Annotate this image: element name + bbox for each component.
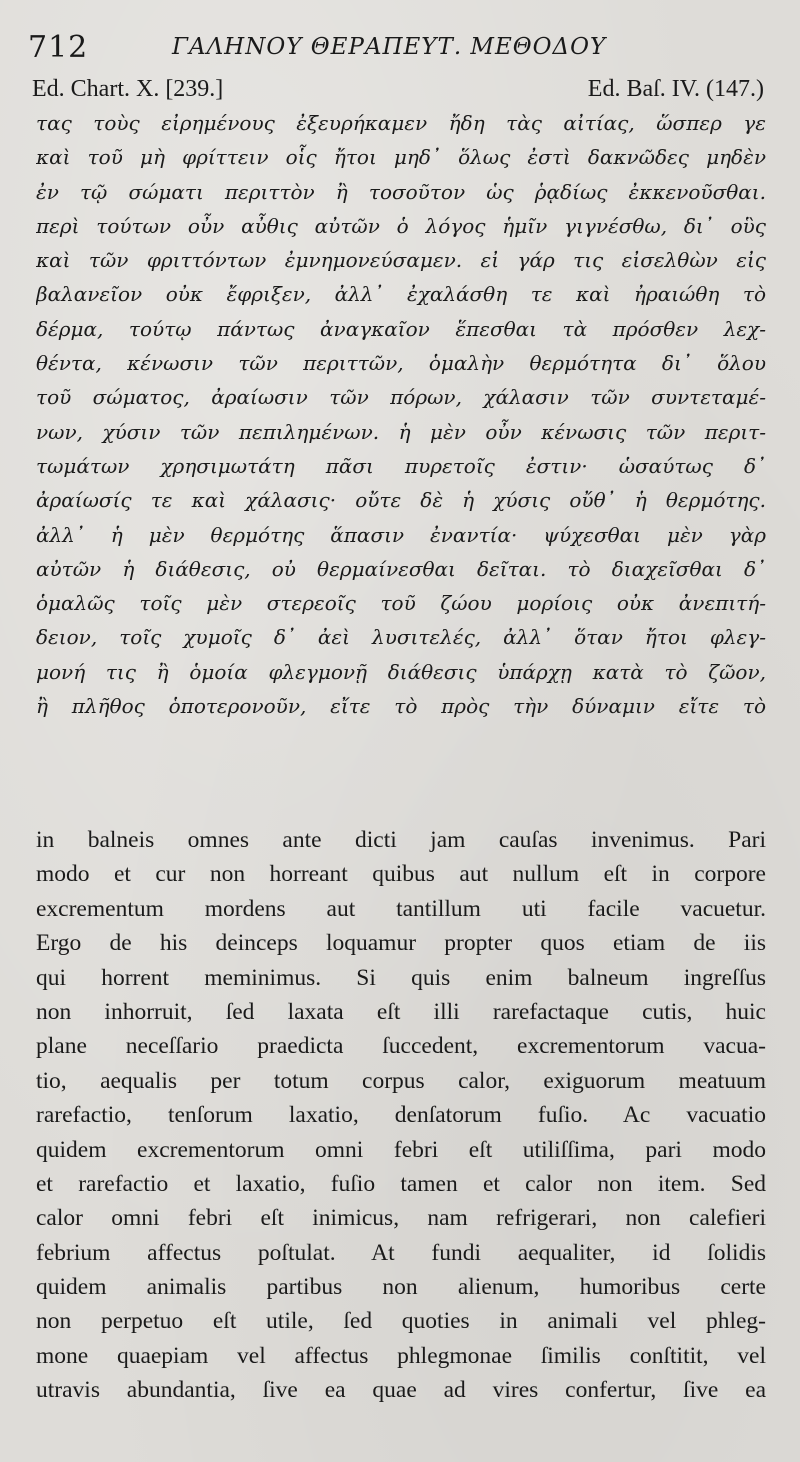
latin-text-line: febrium affectus poſtulat. At fundi aequaliter, id ſolidis xyxy=(36,1239,766,1266)
greek-text-line: μονή τις ἢ ὁμοία φλεγμονῇ διάθεσις ὑπάρχῃ κατὰ τὸ ζῶον, xyxy=(36,659,766,684)
running-title: ΓΑΛΗΝΟΥ ΘΕΡΑΠΕΥΤ. ΜΕΘΟΔΟΥ xyxy=(172,34,607,60)
greek-text-line: ὁμαλῶς τοῖς μὲν στερεοῖς τοῦ ζώου μορίοις οὐκ ἀνεπιτή- xyxy=(36,591,766,616)
greek-text-line: τας τοὺς εἰρημένους ἐξευρήκαμεν ἤδη τὰς αἰτίας, ὥσπερ γε xyxy=(36,111,766,135)
latin-text-line: quidem excrementorum omni febri eſt utiliſſima, pari modo xyxy=(36,1136,766,1163)
greek-text-block xyxy=(36,106,766,723)
latin-text-line: utravis abundantia, ſive ea quae ad vires confertur, ſive ea xyxy=(36,1377,766,1404)
greek-text-line: ἀραίωσίς τε καὶ χάλασις· οὔτε δὲ ἡ χύσις οὔθ᾽ ἡ θερμότης. xyxy=(36,488,766,513)
latin-text-line: non inhorruit, ſed laxata eſt illi rarefactaque cutis, huic xyxy=(36,998,766,1025)
page-number: 712 xyxy=(28,30,89,65)
greek-text-line: περὶ τούτων οὖν αὖθις αὐτῶν ὁ λόγος ἡμῖν γιγνέσθω, δι᾽ οὓς xyxy=(36,213,766,238)
greek-text-line: ἐν τῷ σώματι περιττὸν ἢ τοσοῦτον ὡς ῥᾳδίως ἐκκενοῦσθαι. xyxy=(36,179,766,204)
edition-references xyxy=(32,76,764,106)
greek-text-line: βαλανεῖον οὐκ ἔφριξεν, ἀλλ᾽ ἐχαλάσθη τε καὶ ἠραιώθη τὸ xyxy=(36,282,766,307)
latin-text-line: et rarefactio et laxatio, fuſio tamen et calor non item. Sed xyxy=(36,1170,766,1197)
latin-text-line: calor omni febri eſt inimicus, nam refrigerari, non calefieri xyxy=(36,1205,766,1232)
latin-text-line: tio, aequalis per totum corpus calor, exiguorum meatuum xyxy=(36,1067,766,1094)
greek-text-line: ἀλλ᾽ ἡ μὲν θερμότης ἅπασιν ἐναντία· ψύχεσθαι μὲν γὰρ xyxy=(36,522,766,547)
greek-text-line: τωμάτων χρησιμωτάτη πᾶσι πυρετοῖς ἐστιν· ὡσαύτως δ᾽ xyxy=(36,453,766,478)
latin-text-line: non perpetuo eſt utile, ſed quoties in animali vel phleg- xyxy=(36,1308,766,1335)
latin-text-line: excrementum mordens aut tantillum uti facile vacuetur. xyxy=(36,895,766,922)
greek-text-line: τοῦ σώματος, ἀραίωσιν τῶν πόρων, χάλασιν τῶν συντεταμέ- xyxy=(36,385,766,410)
greek-text-line: δειον, τοῖς χυμοῖς δ᾽ ἀεὶ λυσιτελές, ἀλλ᾽ ὅταν ἤτοι φλεγ- xyxy=(36,625,766,650)
greek-text-line: καὶ τῶν φριττόντων ἐμνημονεύσαμεν. εἰ γάρ τις εἰσελθὼν εἰς xyxy=(36,248,766,273)
page-header xyxy=(28,28,764,70)
latin-text-line: mone quaepiam vel affectus phlegmonae ſimilis conſtitit, vel xyxy=(36,1342,766,1369)
greek-text-line: ἢ πλῆθος ὁποτερονοῦν, εἴτε τὸ πρὸς τὴν δύναμιν εἴτε τὸ xyxy=(36,694,766,719)
latin-text-line: in balneis omnes ante dicti jam cauſas invenimus. Pari xyxy=(36,827,766,853)
greek-text-line: δέρμα, τούτῳ πάντως ἀναγκαῖον ἕπεσθαι τὰ πρόσθεν λεχ- xyxy=(36,316,766,341)
latin-text-line: modo et cur non horreant quibus aut nullum eſt in corpore xyxy=(36,861,766,888)
show-through-shadow xyxy=(110,786,750,808)
latin-text-line: quidem animalis partibus non alienum, humoribus certe xyxy=(36,1274,766,1301)
latin-text-line: plane neceſſario praedicta ſuccedent, excrementorum vacua- xyxy=(36,1033,766,1060)
greek-text-line: νων, χύσιν τῶν πεπιλημένων. ἡ μὲν οὖν κένωσις τῶν περιτ- xyxy=(36,419,766,444)
greek-text-line: θέντα, κένωσιν τῶν περιττῶν, ὁμαλὴν θερμότητα δι᾽ ὅλου xyxy=(36,351,766,376)
latin-text-block xyxy=(36,823,766,1408)
latin-text-line: Ergo de his deinceps loquamur propter quos etiam de iis xyxy=(36,930,766,957)
edition-basel-reference: Ed. Baſ. IV. (147.) xyxy=(587,76,764,102)
latin-text-line: rarefactio, tenſorum laxatio, denſatorum fuſio. Ac vacuatio xyxy=(36,1102,766,1129)
greek-text-line: αὐτῶν ἡ διάθεσις, οὐ θερμαίνεσθαι δεῖται. τὸ διαχεῖσθαι δ᾽ xyxy=(36,556,766,581)
greek-text-line: καὶ τοῦ μὴ φρίττειν οἷς ἤτοι μηδ᾽ ὅλως ἐστὶ δακνῶδες μηδὲν xyxy=(36,145,766,170)
edition-chartier-reference: Ed. Chart. X. [239.] xyxy=(32,76,224,102)
latin-text-line: qui horrent meminimus. Si quis enim balneum ingreſſus xyxy=(36,964,766,991)
